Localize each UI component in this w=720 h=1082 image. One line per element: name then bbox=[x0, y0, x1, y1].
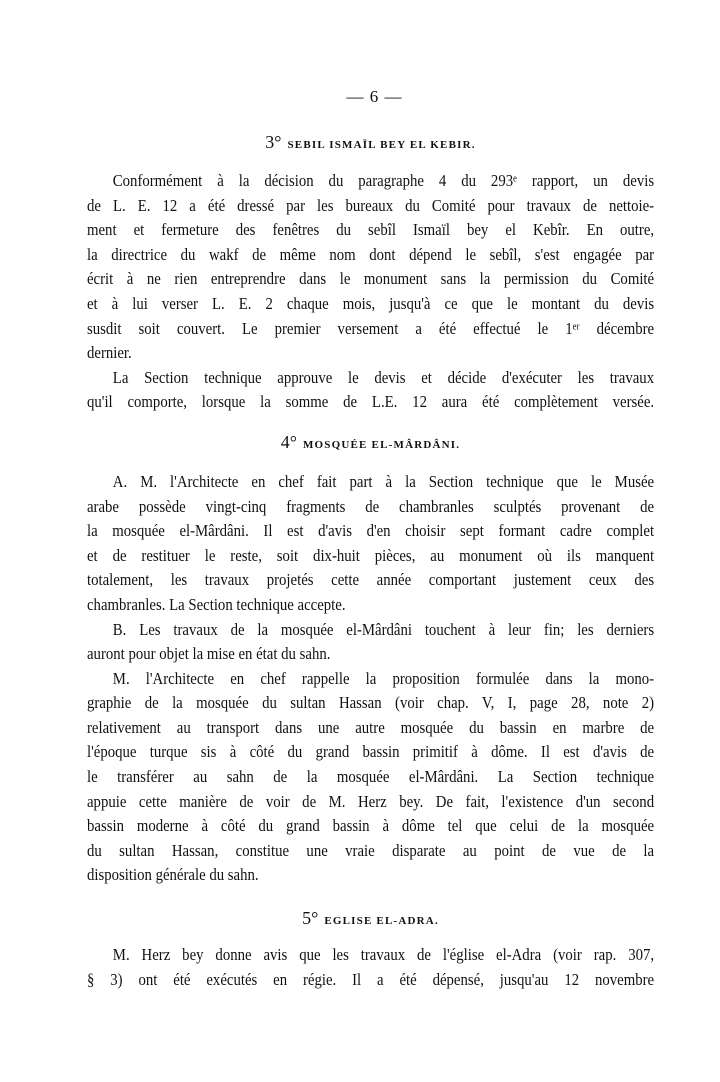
text-line: M. l'Architecte en chef rappelle la proposition formulée dans la mono- bbox=[112, 668, 655, 688]
text-line: du sultan Hassan, constitue une vraie disparate au point de vue de la bbox=[87, 840, 655, 860]
text-line: susdit soit couvert. Le premier versement a été effectué le 1ᵉʳ décembre bbox=[87, 318, 655, 338]
text-line: M. Herz bey donne avis que les travaux de l'église el-Adra (voir rap. 307, bbox=[112, 945, 655, 965]
text-line: La Section technique approuve le devis et décide d'exécuter les travaux bbox=[112, 367, 655, 387]
section-number: 5° bbox=[302, 908, 319, 929]
section-number: 4° bbox=[280, 431, 297, 452]
text-line: l'époque turque sis à côté du grand bassin primitif à dôme. Il est d'avis de bbox=[87, 742, 655, 762]
text-line: relativement au transport dans une autre mosquée du bassin en marbre de bbox=[87, 717, 655, 737]
text-line: bassin moderne à côté du grand bassin à dôme tel que celui de la mosquée bbox=[87, 816, 655, 836]
text-line: la directrice du wakf de même nom dont dépend le sebîl, s'est engagée par bbox=[87, 244, 655, 264]
section-title: EGLISE EL-ADRA. bbox=[324, 915, 439, 928]
section-title: SEBIL ISMAÏL BEY EL KEBIR. bbox=[287, 139, 476, 151]
text-line: arabe possède vingt-cinq fragments de chambranles sculptés provenant de bbox=[87, 496, 655, 516]
section-number: 3° bbox=[265, 132, 282, 152]
page-number: — 6 — bbox=[346, 87, 403, 106]
text-line: ment et fermeture des fenêtres du sebîl Ismaïl bey el Kebîr. En outre, bbox=[87, 220, 655, 240]
section-heading-4 bbox=[87, 430, 654, 457]
section-heading-5 bbox=[87, 906, 654, 933]
section-body-5 bbox=[87, 943, 654, 992]
text-line: de L. E. 12 a été dressé par les bureaux du Comité pour travaux de nettoie- bbox=[87, 195, 655, 215]
text-line: A. M. l'Architecte en chef fait part à la Section technique que le Musée bbox=[112, 471, 655, 491]
text-line: totalement, les travaux projetés cette année comportant justement ceux des bbox=[87, 570, 655, 590]
text-line: B. Les travaux de la mosquée el-Mârdâni touchent à leur fin; les derniers bbox=[112, 619, 655, 639]
section-body-3 bbox=[87, 169, 654, 415]
text-line: appuie cette manière de voir de M. Herz bey. De fait, l'existence d'un second bbox=[87, 791, 655, 811]
text-line: qu'il comporte, lorsque la somme de L.E. 12 aura été complètement versée. bbox=[87, 392, 655, 412]
text-line: chambranles. La Section technique accepte. bbox=[87, 594, 346, 614]
section-title: MOSQUÉE EL-MÂRDÂNI. bbox=[302, 438, 461, 451]
text-line: le transférer au sahn de la mosquée el-Mârdâni. La Section technique bbox=[87, 767, 655, 787]
text-line: § 3) ont été exécutés en régie. Il a été dépensé, jusqu'au 12 novembre bbox=[87, 969, 655, 989]
text-line: dernier. bbox=[87, 343, 132, 363]
text-line: disposition générale du sahn. bbox=[87, 865, 259, 885]
section-body-4 bbox=[87, 470, 654, 888]
text-line: Conformément à la décision du paragraphe 4 du 293ᵉ rapport, un devis bbox=[112, 171, 655, 190]
text-line: auront pour objet la mise en état du sahn. bbox=[87, 644, 331, 664]
text-line: écrit à ne rien entreprendre dans le monument sans la permission du Comité bbox=[87, 269, 655, 289]
text-line: et à lui verser L. E. 2 chaque mois, jusqu'à ce que le montant du devis bbox=[87, 293, 655, 313]
document-page bbox=[87, 84, 654, 992]
text-line: et de restituer le reste, soit dix-huit pièces, au monument où ils manquent bbox=[87, 545, 655, 565]
section-heading-3 bbox=[87, 130, 654, 157]
text-line: la mosquée el-Mârdâni. Il est d'avis d'en choisir sept formant cadre complet bbox=[87, 521, 655, 541]
text-line: graphie de la mosquée du sultan Hassan (voir chap. V, I, page 28, note 2) bbox=[87, 693, 655, 713]
